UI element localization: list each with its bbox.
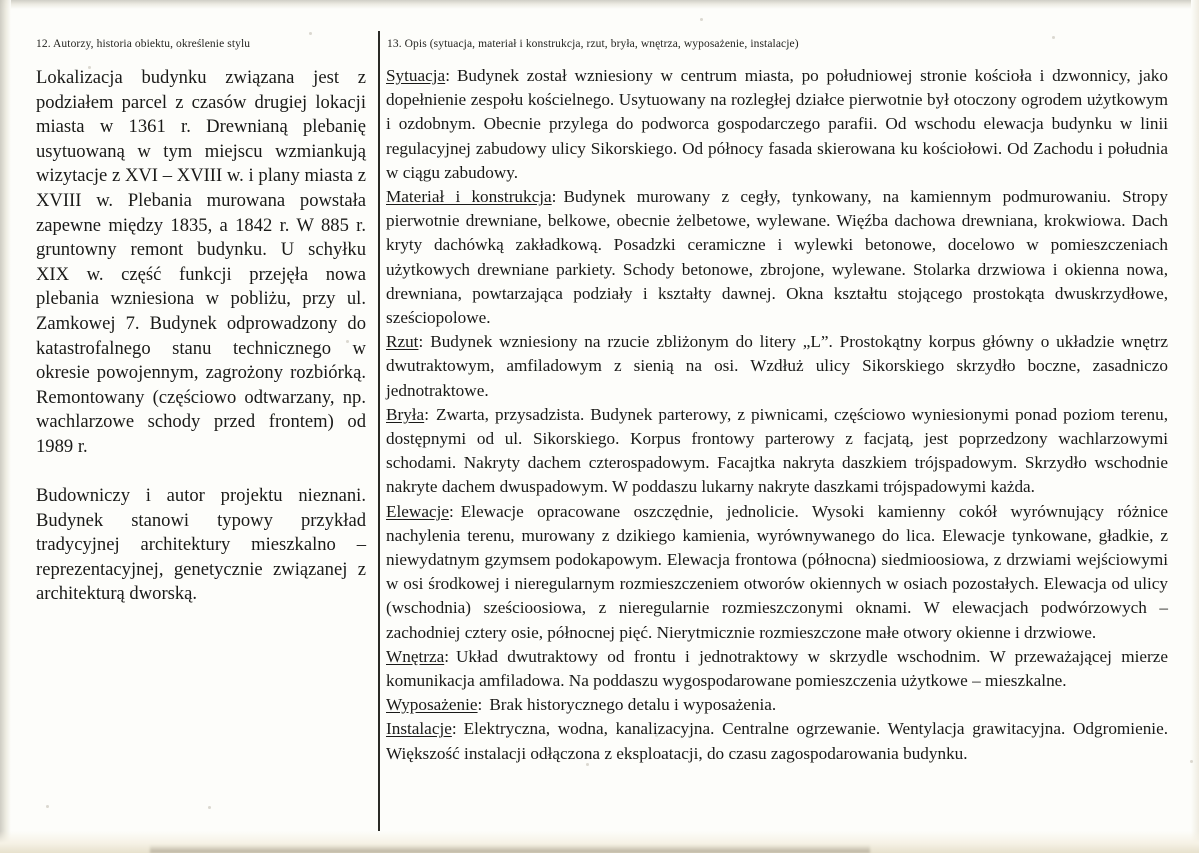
section-text: Elektryczna, wodna, kanalizacyjna. Centralne ogrzewanie. Wentylacja grawitacyjna. Odgromienie. Większość instalacji odłączona z eksploatacji, do czasu zagospodarowania budynku.: [386, 719, 1168, 763]
section-colon: :: [451, 719, 457, 739]
section-label: Materiał i konstrukcja: [386, 187, 552, 207]
section-colon: :: [444, 646, 449, 666]
section-colon: :: [424, 404, 429, 424]
section-label: Sytuacja: [386, 66, 446, 85]
section-text: Brak historycznego detalu i wyposażenia.: [489, 695, 777, 715]
scan-top-edge-artifact: [0, 0, 1199, 9]
scan-speck: [46, 805, 49, 808]
description-section: [386, 330, 1168, 403]
section-label: Instalacje: [386, 719, 452, 739]
right-column-header: 13. Opis (sytuacja, materiał i konstrukcja, rzut, bryła, wnętrza, wyposażenie, instalacje): [387, 38, 799, 50]
description-section: [386, 185, 1168, 330]
description-section: [386, 64, 1168, 185]
scan-right-edge-artifact: [1191, 0, 1199, 853]
section-colon: :: [551, 187, 557, 207]
section-label: Bryła: [386, 404, 425, 424]
description-section: [386, 500, 1168, 645]
description-section: [386, 645, 1168, 693]
section-text: Układ dwutraktowy od frontu i jednotraktowy w skrzydle wschodnim. W przeważającej mierze komunikacja amfiladowa. Na poddaszu wygospodarowane pomieszczenia użytkowe – mieszkalne.: [386, 646, 1168, 691]
section-colon: :: [418, 332, 424, 352]
section-text: Budynek murowany z cegły, tynkowany, na kamiennym podmurowaniu. Stropy pierwotnie drewniane, belkowe, obecnie żelbetowe, wylewane. Więźba dachowa drewniana, krokwiowa. Dach kryty dachówką zakładkową. Posadzki ceramiczne i wylewki betonowe, docelowo w pomieszczeniach użytkowych drewniane parkiety. Schody betonowe, zbrojone, wylewane. Stolarka drzwiowa i okienna nowa, drewniana, powtarzająca podziały i kształty dawnej. Okna kształtu stojącego prostokąta dwuskrzydłowe, sześciopolowe.: [386, 187, 1169, 328]
section-text: Zwarta, przysadzista. Budynek parterowy, z piwnicami, częściowo wyniesionymi ponad poziom terenu, dostępnymi od ul. Sikorskiego. Korpus frontowy parterowy z facjatą, jest poprzedzony wachlarzowymi schodami. Nakryty dachem czterospadowym. Facajtka nakryta daszkiem trójspadowym. Skrzydło wschodnie nakryte dachem dwuspadowym. W poddaszu lukarny nakryte daszkami trójspadowymi każda.: [386, 404, 1168, 497]
scan-speck: [1052, 36, 1055, 39]
description-section: [386, 717, 1168, 765]
scan-speck: [700, 18, 703, 21]
description-section: [386, 403, 1168, 500]
section-colon: :: [448, 501, 454, 521]
section-colon: :: [445, 66, 450, 85]
section-text: Budynek został wzniesiony w centrum miasta, po południowej stronie kościoła i dzwonnicy, jako dopełnienie zespołu kościelnego. Usytuowany na rozległej działce pierwotnie był otoczony ogrodem użytkowym i ozdobnym. Obecnie przylega do podworca gospodarczego parafii. Od wschodu elewacja budynku w linii regulacyjnej zabudowy ulicy Sikorskiego. Od północy fasada skierowana ku kościołowi. Od Zachodu i południa w ciągu zabudowy.: [386, 66, 1168, 182]
section-text: Budynek wzniesiony na rzucie zbliżonym do litery „L”. Prostokątny korpus główny o układzie wnętrz dwutraktowym, amfiladowym z sienią na osi. Wzdłuż ulicy Sikorskiego skrzydło boczne, zasadniczo jednotraktowe.: [386, 332, 1168, 400]
column-divider-rule: [378, 31, 380, 831]
scan-speck: [1190, 760, 1193, 763]
description-section: [386, 693, 1168, 717]
section-label: Elewacje: [386, 501, 449, 521]
section-text: Elewacje opracowane oszczędnie, jednolicie. Wysoki kamienny cokół wyrównujący różnice nachylenia terenu, murowany z dzikiego kamienia, wyrównywanego do lica. Elewacje tynkowane, gładkie, z niewydatnym gzymsem podokapowym. Elewacja frontowa (północna) siedmioosiowa, z drzwiami wejściowymi w osi środkowej i nieregularnym rozmieszczeniem otworów okiennych w osiach pozostałych. Elewacja od ulicy (wschodnia) sześcioosiowa, z nieregularnie rozmieszczonymi oknami. W elewacjach podwórzowych – zachodniej cztery osie, północnej pięć. Nierytmicznie rozmieszczone małe otwory okienne i drzwiowe.: [386, 501, 1168, 642]
section-label: Wnętrza: [386, 646, 445, 666]
left-column-body: [36, 66, 366, 607]
left-paragraph-2: Budowniczy i autor projektu nieznani. Budynek stanowi typowy przykład tradycyjnej architektury mieszkalno – reprezentacyjnej, genetycznie związanej z architekturą dworską.: [36, 485, 366, 605]
section-label: Wyposażenie: [386, 695, 478, 715]
right-column-body: [386, 64, 1168, 766]
left-paragraph-1: Lokalizacja budynku związana jest z podziałem parcel z czasów drugiej lokacji miasta w 1361 r. Drewnianą plebanię usytuowaną w tym miejscu wzmiankują wizytacje z XVI – XVIII w. i plany miasta z XVIII w. Plebania murowana powstała zapewne między 1835, a 1842 r. W 885 r. gruntowny remont budynku. U schyłku XIX w. część funkcji przejęła nowa plebania wzniesiona w pobliżu, przy ul. Zamkowej 7. Budynek odprowadzony do katastrofalnego stanu technicznego w okresie powojennym, zagrożony rozbiórką. Remontowany (częściowo odtwarzany, np. wachlarzowe schody przed frontem) od 1989 r.: [36, 67, 366, 457]
scan-speck: [309, 32, 312, 35]
scan-bottom-smudge-artifact: [150, 845, 870, 853]
scan-left-edge-artifact: [0, 0, 11, 853]
section-colon: :: [477, 695, 483, 715]
scan-speck: [208, 806, 211, 809]
left-column-header: 12. Autorzy, historia obiektu, określenie stylu: [36, 38, 251, 50]
section-label: Rzut: [386, 332, 419, 352]
